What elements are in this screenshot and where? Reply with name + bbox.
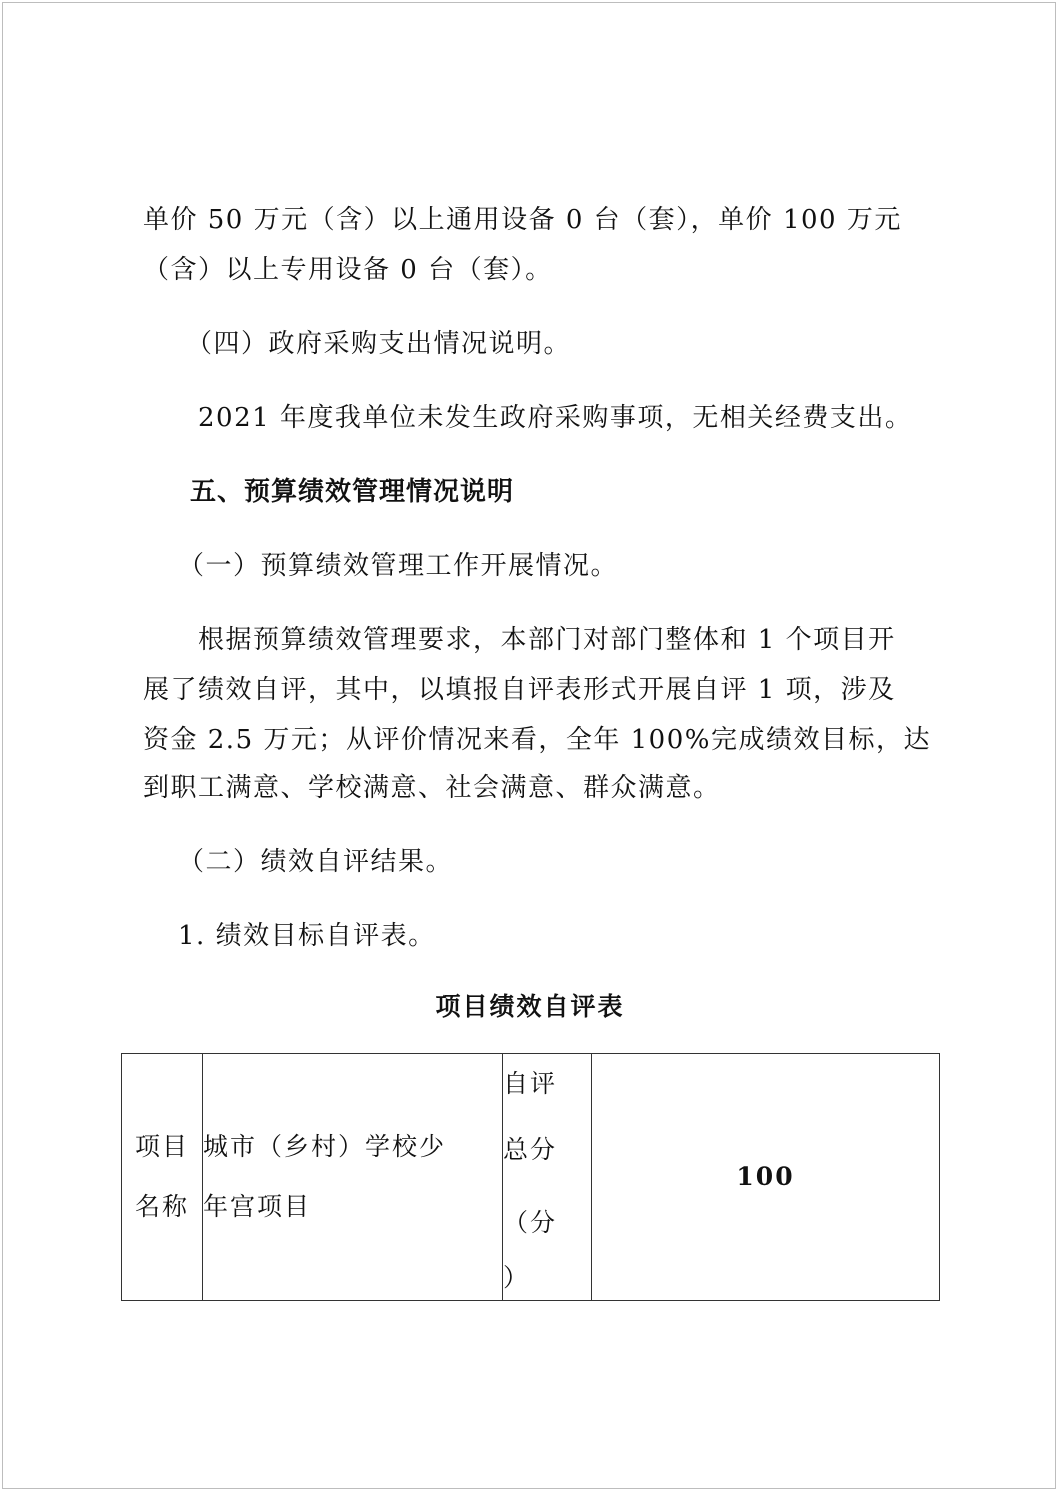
project-name-value-line-2: 年宫项目 (203, 1192, 312, 1221)
heading-self-evaluation-results: （二）绩效自评结果。 (178, 847, 454, 877)
total-score-label-line-4: ） (503, 1263, 531, 1292)
total-score-label-cell (503, 1054, 592, 1301)
heading-performance-work: （一）预算绩效管理工作开展情况。 (178, 551, 619, 581)
paragraph-performance-line-1: 根据预算绩效管理要求，本部门对部门整体和 1 个项目开 (198, 625, 896, 655)
paragraph-performance-line-3: 资金 2.5 万元；从评价情况来看，全年 100%完成绩效目标，达 (143, 725, 931, 755)
project-name-label-line-2: 名称 (134, 1192, 189, 1221)
paragraph-performance-line-2: 展了绩效自评，其中，以填报自评表形式开展自评 1 项，涉及 (143, 675, 896, 705)
table-title: 项目绩效自评表 (435, 992, 625, 1021)
self-evaluation-table (121, 1053, 940, 1301)
total-score-value-cell: 100 (592, 1054, 940, 1301)
total-score-label-line-2: 总分 (503, 1135, 558, 1164)
project-name-value-cell (203, 1054, 503, 1301)
paragraph-equipment-line-1: 单价 50 万元（含）以上通用设备 0 台（套），单价 100 万元 (143, 205, 902, 235)
paragraph-performance-line-4: 到职工满意、学校满意、社会满意、群众满意。 (143, 773, 721, 803)
paragraph-procurement: 2021 年度我单位未发生政府采购事项，无相关经费支出。 (198, 403, 913, 433)
heading-procurement: （四）政府采购支出情况说明。 (186, 329, 572, 359)
project-name-label-line-1: 项目 (134, 1132, 189, 1161)
total-score-label-line-3: （分 (503, 1208, 558, 1237)
list-item-goal-table: 1. 绩效目标自评表。 (178, 921, 436, 951)
section-heading-performance: 五、预算绩效管理情况说明 (190, 477, 515, 507)
project-name-value-line-1: 城市（乡村）学校少 (203, 1132, 447, 1161)
table-row (122, 1054, 940, 1301)
project-name-label-cell (122, 1054, 203, 1301)
paragraph-equipment-line-2: （含）以上专用设备 0 台（套）。 (143, 255, 553, 285)
total-score-label-line-1: 自评 (503, 1069, 558, 1098)
